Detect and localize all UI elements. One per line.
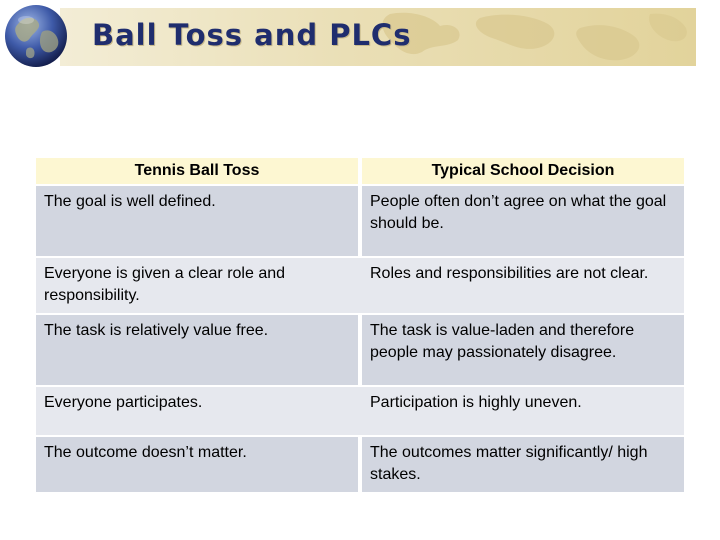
table-header-row	[36, 158, 684, 184]
column-header-tennis-ball-toss: Tennis Ball Toss	[36, 158, 358, 184]
table-cell: Everyone participates.	[36, 387, 358, 435]
table-row	[36, 437, 684, 492]
table-cell: Participation is highly uneven.	[362, 387, 684, 435]
table-cell: The goal is well defined.	[36, 186, 358, 256]
globe-icon	[2, 2, 70, 70]
comparison-table	[36, 156, 684, 494]
table-row	[36, 258, 684, 313]
table-cell: The outcomes matter significantly/ high stakes.	[362, 437, 684, 492]
table-row	[36, 186, 684, 256]
table-cell: The task is value-laden and therefore people may passionately disagree.	[362, 315, 684, 385]
table-cell: The task is relatively value free.	[36, 315, 358, 385]
table-row	[36, 387, 684, 435]
column-header-typical-school-decision: Typical School Decision	[362, 158, 684, 184]
table-cell: Roles and responsibilities are not clear.	[362, 258, 684, 313]
table-cell: Everyone is given a clear role and responsibility.	[36, 258, 358, 313]
table-cell: The outcome doesn’t matter.	[36, 437, 358, 492]
table-row	[36, 315, 684, 385]
page-title: Ball Toss and PLCs	[92, 18, 412, 52]
table-cell: People often don’t agree on what the goal should be.	[362, 186, 684, 256]
